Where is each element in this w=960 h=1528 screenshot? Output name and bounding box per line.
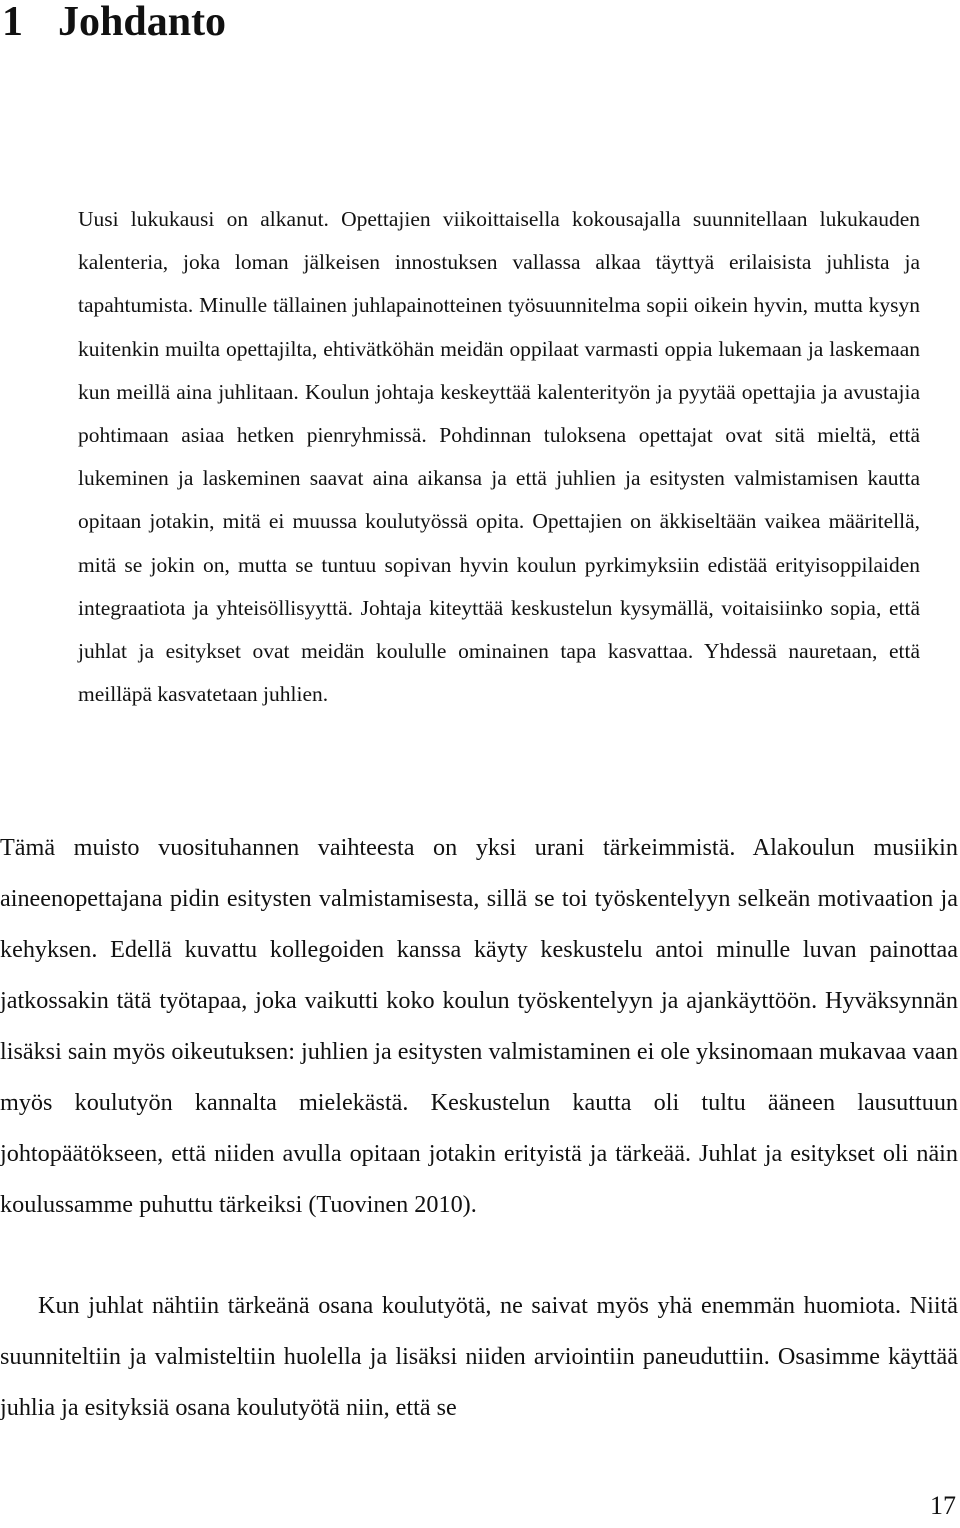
body-paragraph-2: Kun juhlat nähtiin tärkeänä osana koulutyötä, ne saivat myös yhä enemmän huomiota. Niitä suunniteltiin ja valmisteltiin huolella ja lisäksi niiden arviointiin paneuduttiin. Osasimme käyttää juhlia ja esityksiä osana koulutyötä niin, että se (0, 1292, 958, 1421)
page-number: 17 (930, 1491, 956, 1520)
chapter-number: 1 (2, 0, 23, 45)
opening-quote: Uusi lukukausi on alkanut. Opettajien viikoittaisella kokousajalla suunnitellaan lukukauden kalenteria, joka loman jälkeisen innostuksen vallassa alkaa täyttyä erilaisista juhlista ja tapahtumista. Minulle tällainen juhlapainotteinen työsuunnitelma sopii oikein hyvin, mutta kysyn kuitenkin muilta opettajilta, ehtivätköhän meidän oppilaat varmasti oppia lukemaan ja laskemaan kun meillä aina juhlitaan. Koulun johtaja keskeyttää kalenterityön ja pyytää opettajia ja avustajia pohtimaan asiaa hetken pienryhmissä. Pohdinnan tuloksena opettajat ovat sitä mieltä, että lukeminen ja laskeminen saavat aina aikansa ja että juhlien ja esitysten valmistamisen kautta opitaan jotakin, mitä ei muussa koulutyössä opita. Opettajien on äkkiseltään vaikea määritellä, mitä se jokin on, mutta se tuntuu sopivan hyvin koulun pyrkimyksiin edistää erityisoppilaiden integraatiota ja yhteisöllisyyttä. Johtaja kiteyttää keskustelun kysymällä, voitaisiinko sopia, että juhlat ja esitykset ovat meidän koululle ominainen tapa kasvattaa. Yhdessä nauretaan, että meilläpä kasvatetaan juhlien. (78, 207, 920, 707)
chapter-title: Johdanto (58, 0, 227, 45)
chapter-heading (2, 0, 226, 50)
body-paragraph-1: Tämä muisto vuosituhannen vaihteesta on yksi urani tärkeimmistä. Alakoulun musiikin aineenopettajana pidin esitysten valmistamisesta, sillä se toi työskentelyyn selkeän motivaation ja kehyksen. Edellä kuvattu kollegoiden kanssa käyty keskustelu antoi minulle luvan painottaa jatkossakin tätä työtapaa, joka vaikutti koko koulun työskentelyyn ja ajankäyttöön. Hyväksynnän lisäksi sain myös oikeutuksen: juhlien ja esitysten valmistaminen ei ole yksinomaan mukavaa vaan myös koulutyön kannalta mielekästä. Keskustelun kautta oli tultu ääneen lausuttuun johtopäätökseen, että niiden avulla opitaan jotakin erityistä ja tärkeää. Juhlat ja esitykset oli näin koulussamme puhuttu tärkeiksi (Tuovinen 2010). (0, 834, 958, 1218)
